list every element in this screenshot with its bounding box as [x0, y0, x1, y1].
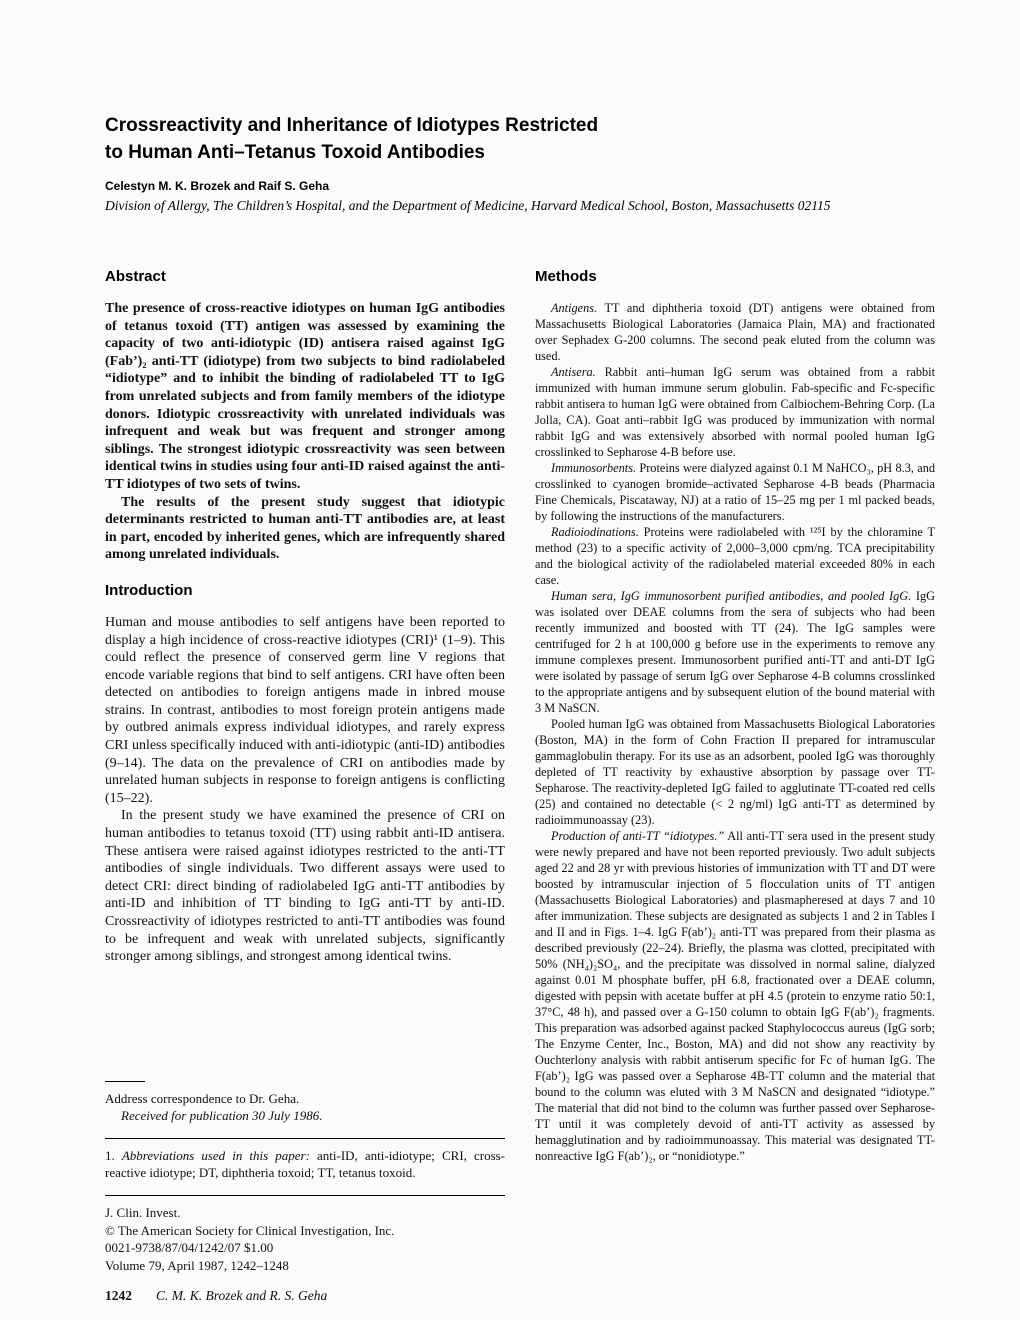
article-header	[105, 112, 935, 214]
methods-paragraph-antigens	[535, 300, 935, 364]
left-column	[105, 268, 505, 1278]
journal-name: J. Clin. Invest.	[105, 1205, 181, 1220]
introduction-heading: Introduction	[105, 581, 193, 599]
paragraph-lead: Antigens.	[551, 301, 598, 315]
abbreviation-lead: Abbreviations used in this paper:	[121, 1148, 310, 1163]
journal-volume: Volume 79, April 1987, 1242–1248	[105, 1257, 289, 1273]
paragraph-text: TT and diphtheria toxoid (DT) antigens were obtained from Massachusetts Biological Laboratories (Jamaica Plain, MA) and fractionated over Sephadex G-200 columns. The second peak eluted from the column was used.	[535, 301, 935, 363]
introduction-paragraph: Human and mouse antibodies to self antigens have been reported to display a high incidence of cross-reactive idiotypes (CRI)¹ (1–9). This could reflect the presence of conserved germ line V regions that encode variable regions that bind to self antigens. CRI have often been detected on antibodies to foreign antigens made in inbred mouse strains. In contrast, antibodies to most foreign protein antigens made by outbred animals express individual idiotypes, and rarely express CRI unless specifically induced with anti-idiotypic (anti-ID) antibodies (9–14). The data on the prevalence of CRI on antibodies made by unrelated human subjects in response to foreign antigens is conflicting (15–22).	[105, 614, 505, 806]
abstract-paragraph: The presence of cross-reactive idiotypes on human IgG antibodies of tetanus toxoid (TT) antigen was assessed by examining the capacity of two anti-idiotypic (ID) antisera raised against IgG (Fab’)₂ anti-TT (idiotype) from two subjects to bind radiolabeled “idiotype” and to inhibit the binding of radiolabeled TT to IgG from unrelated subjects and from family members of the idiotype donors. Idiotypic crossreactivity with unrelated individuals was infrequent and weak but was frequent and stronger among siblings. The strongest idiotypic crossreactivity was seen between identical twins in studies using four anti-ID raised against the anti-TT idiotypes of two sets of twins.	[105, 301, 505, 492]
paragraph-lead: Antisera.	[551, 365, 596, 379]
abbreviations-note	[105, 1147, 505, 1181]
methods-heading: Methods	[535, 268, 597, 285]
methods-paragraph-immunosorbents	[535, 460, 935, 524]
paragraph-text: All anti-TT sera used in the present study were newly prepared and have not been reported previously. Two adult subjects aged 22 and 28 yr with previous histories of immunization with TT and DT were boosted by intramuscular injection of 5 flocculation units of TT antigen (Massachusetts Biological Laboratories) and plasmapheresed at days 7 and 10 after immunization. These subjects are designated as subjects 1 and 2 in Tables I and II and in Figs. 1–4. IgG F(ab’)₂ anti-TT was prepared from their plasma as described previously (22–24). Briefly, the plasma was clotted, precipitated with 50% (NH₄)₂SO₄, and the precipitate was dissolved in normal saline, dialyzed against 0.01 M phosphate buffer, pH 6.8, fractionated over a DEAE column, digested with pepsin with acetate buffer at pH 4.5 (protein to enzyme ratio 50:1, 37°C, 48 h), and passed over a G-150 column to obtain IgG F(ab’)₂ fragments. This preparation was adsorbed against packed Staphylococcus aureus (IgG sorb; The Enzyme Center, Inc., Boston, MA) and did not show any reactivity by Ouchterlony analysis with rabbit antiserum specific for Fc of human IgG. The F(ab’)₂ IgG was passed over a Sepharose 4B-TT column and the material that bound to the column was eluted with 3 M NaSCN and designated “idiotype.” The material that did not bind to the column was further passed over Sepharose-TT until it was completely devoid of anti-TT activity as assessed by hemagglutination and by radioimmunoassay. This material was designated TT-nonreactive IgG F(ab’)₂, or “nonidiotype.”	[535, 829, 935, 1163]
methods-paragraph-production	[535, 828, 935, 1164]
article-affiliation: Division of Allergy, The Children’s Hospital, and the Department of Medicine, Harvard Medical School, Boston, Massachusetts 02115	[105, 198, 831, 213]
footnote-rule	[105, 1195, 505, 1196]
two-column-body	[105, 268, 935, 1278]
received-note: Received for publication 30 July 1986.	[121, 1108, 323, 1123]
paragraph-lead: Immunosorbents.	[551, 461, 637, 475]
right-column	[535, 268, 935, 1278]
article-authors: Celestyn M. K. Brozek and Raif S. Geha	[105, 179, 330, 193]
paragraph-text: Proteins were radiolabeled with ¹²⁵I by the chloramine T method (23) to a specific activity of 2,000–3,000 cpm/ng. TCA precipitability and the biological activity of the radiolabeled material exceeded 80% in each case.	[535, 525, 935, 587]
paragraph-text: Pooled human IgG was obtained from Massachusetts Biological Laboratories (Boston, MA) in the form of Cohn Fraction II prepared for intramuscular gammaglobulin therapy. For its use as an adsorbent, pooled IgG was thoroughly depleted of TT reactivity by exhaustive absorption by passage over TT-Sepharose. The reactivity-depleted IgG failed to agglutinate TT-coated red cells (25) and contained no detectable (< 2 ng/ml) IgG anti-TT as determined by radioimmunoassay (23).	[535, 717, 935, 827]
paragraph-text: IgG was isolated over DEAE columns from the sera of subjects who had been recently immunized and boosted with TT (24). The IgG samples were centrifuged for 2 h at 100,000 g before use in the experiments to remove any immune complexes present. Immunosorbent purified anti-TT and anti-DT IgG were isolated by passage of serum IgG over Sepharose 4-B columns crosslinked to the appropriate antigens and by subsequent elution of the bound material with 3 M NaSCN.	[535, 589, 935, 715]
abstract-paragraph: The results of the present study suggest that idiotypic determinants restricted to human anti-TT antibodies are, at least in part, encoded by inherited genes, which are infrequently shared among unrelated individuals.	[105, 494, 505, 563]
paragraph-lead: Radioiodinations.	[551, 525, 639, 539]
journal-credit-block	[105, 1204, 505, 1274]
abstract-heading: Abstract	[105, 268, 166, 285]
methods-paragraph-radioiodinations	[535, 524, 935, 588]
paragraph-lead: Production of anti-TT “idiotypes.”	[551, 829, 725, 843]
methods-paragraph-human-sera	[535, 588, 935, 716]
article-title-line2: to Human Anti–Tetanus Toxoid Antibodies	[105, 142, 485, 163]
article-title-line1: Crossreactivity and Inheritance of Idiotypes Restricted	[105, 115, 599, 136]
introduction-paragraph: In the present study we have examined the presence of CRI on human antibodies to tetanus toxoid (TT) using rabbit anti-ID antisera. These antisera were raised against idiotypes restricted to the anti-TT antibodies of single individuals. Two different assays were used to detect CRI: direct binding of radiolabeled IgG anti-TT antibodies by anti-ID and inhibition of TT binding to IgG anti-TT by anti-ID. Crossreactivity of idiotypes restricted to anti-TT antibodies was found to be infrequent and weak with unrelated subjects, significantly stronger among siblings, and strongest among identical twins.	[105, 808, 505, 965]
methods-paragraph-antisera	[535, 364, 935, 460]
page-number: 1242	[105, 1288, 132, 1303]
footnote-rule	[105, 1081, 145, 1082]
journal-copyright: © The American Society for Clinical Investigation, Inc.	[105, 1222, 395, 1238]
correspondence-note: Address correspondence to Dr. Geha.	[105, 1091, 300, 1106]
footnote-rule	[105, 1138, 505, 1139]
footnote-block	[105, 1081, 505, 1278]
journal-issn-price: 0021-9738/87/04/1242/07 $1.00	[105, 1240, 274, 1255]
paragraph-text: Rabbit anti–human IgG serum was obtained from a rabbit immunized with human immune serum globulin. Fab-specific and Fc-specific rabbit antisera to human IgG were obtained from Calbiochem-Behring Corp. (La Jolla, CA). Goat anti–rabbit IgG was produced by immunization with normal rabbit IgG and was extensively absorbed with normal pooled human IgG crosslinked to Sepharose 4-B before use.	[535, 365, 935, 459]
abbreviation-number: 1.	[105, 1148, 115, 1163]
paragraph-lead: Human sera, IgG immunosorbent purified antibodies, and pooled IgG.	[551, 589, 912, 603]
page-footer	[105, 1288, 327, 1304]
abbreviation-text: anti-ID, anti-idiotype; CRI, cross-reactive idiotype; DT, diphtheria toxoid; TT, tetanus toxoid.	[105, 1148, 505, 1180]
methods-paragraph-pooled-igg	[535, 716, 935, 828]
paragraph-text: Proteins were dialyzed against 0.1 M NaHCO₃, pH 8.3, and crosslinked to cyanogen bromide–activated Sepharose 4-B beads (Pharmacia Fine Chemicals, Piscataway, NJ) at a ratio of 15–25 mg per 1 ml packed beads, by following the instructions of the manufacturers.	[535, 461, 935, 523]
article-title	[105, 112, 935, 166]
running-authors: C. M. K. Brozek and R. S. Geha	[156, 1288, 328, 1303]
